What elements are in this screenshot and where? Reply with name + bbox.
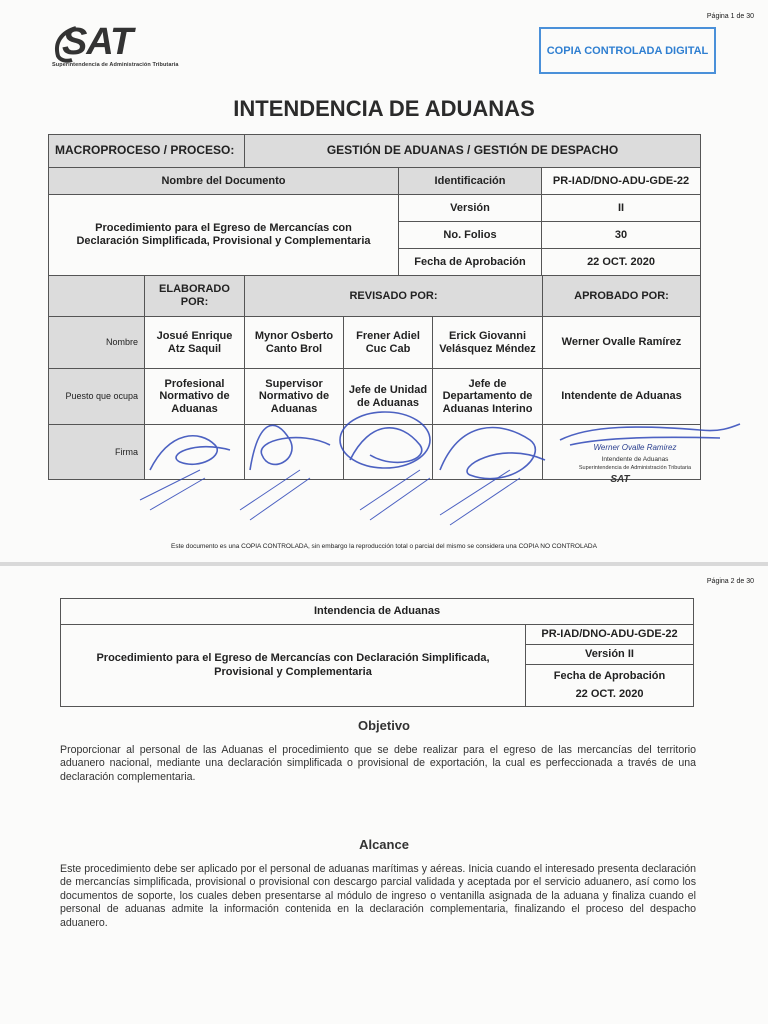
identificacion-label: Identificación <box>398 167 542 195</box>
nombre-documento-label: Nombre del Documento <box>48 167 399 195</box>
folios-value: 30 <box>541 221 701 249</box>
firma-cell-3 <box>343 424 433 480</box>
header-doc-name: Procedimiento para el Egreso de Mercancías con Declaración Simplificada, Provisional y Complementaria <box>60 624 526 707</box>
aprobado-stamp-logo: SAT <box>610 474 630 485</box>
blank-header-cell <box>48 275 145 317</box>
header-doc-id: PR-IAD/DNO-ADU-GDE-22 <box>525 624 694 645</box>
elaborado-por-label: ELABORADO POR: <box>144 275 245 317</box>
header-fecha <box>525 664 694 707</box>
macroproceso-label: MACROPROCESO / PROCESO: <box>48 134 245 168</box>
footer-note: Este documento es una COPIA CONTROLADA, sin embargo la reproducción total o parcial del mismo se considera una COPIA NO CONTROLADA <box>171 543 597 550</box>
firma-cell-4 <box>432 424 543 480</box>
fecha-aprobacion-label: Fecha de Aprobación <box>398 248 542 276</box>
objetivo-text: Proporcionar al personal de las Aduanas el procedimiento que se debe realizar para el egreso de las mercancías del territorio aduanero nacional, mediante una declaración simplificada o provisional de exportación, la cual es perfeccionada a través de una declaración complementaria. <box>60 744 696 783</box>
header-title: Intendencia de Aduanas <box>60 598 694 625</box>
document-page-2 <box>0 566 768 1024</box>
firma-cell-1 <box>144 424 245 480</box>
aprobado-por-label: APROBADO POR: <box>542 275 701 317</box>
person-name-5: Werner Ovalle Ramírez <box>542 316 701 369</box>
person-role-5: Intendente de Aduanas <box>542 368 701 425</box>
logo-subtitle: Superintendencia de Administración Tributaria <box>52 62 179 68</box>
header-fecha-value: 22 OCT. 2020 <box>575 687 644 700</box>
aprobado-stamp-line2: Superintendencia de Administración Tributaria <box>578 465 692 471</box>
person-role-1: Profesional Normativo de Aduanas <box>144 368 245 425</box>
person-name-2: Mynor Osberto Canto Brol <box>244 316 344 369</box>
macroproceso-value: GESTIÓN DE ADUANAS / GESTIÓN DE DESPACHO <box>244 134 701 168</box>
person-name-4: Erick Giovanni Velásquez Méndez <box>432 316 543 369</box>
nombre-documento-value: Procedimiento para el Egreso de Mercancías con Declaración Simplificada, Provisional y Complementaria <box>48 194 399 276</box>
version-value: II <box>541 194 701 222</box>
row-label-puesto: Puesto que ocupa <box>48 368 145 425</box>
folios-label: No. Folios <box>398 221 542 249</box>
row-label-nombre: Nombre <box>48 316 145 369</box>
person-role-2: Supervisor Normativo de Aduanas <box>244 368 344 425</box>
revisado-por-label: REVISADO POR: <box>244 275 543 317</box>
person-name-1: Josué Enrique Atz Saquil <box>144 316 245 369</box>
logo-word: SAT <box>62 21 133 63</box>
page-number: Página 1 de 30 <box>706 13 754 20</box>
alcance-title: Alcance <box>359 837 409 852</box>
identificacion-value: PR-IAD/DNO-ADU-GDE-22 <box>541 167 701 195</box>
copia-controlada-badge: COPIA CONTROLADA DIGITAL <box>539 27 716 74</box>
fecha-aprobacion-value: 22 OCT. 2020 <box>541 248 701 276</box>
person-role-3: Jefe de Unidad de Aduanas <box>343 368 433 425</box>
firma-cell-2 <box>244 424 344 480</box>
page-number-2: Página 2 de 30 <box>706 578 754 585</box>
person-role-4: Jefe de Departamento de Aduanas Interino <box>432 368 543 425</box>
aprobado-stamp-name: Werner Ovalle Ramirez <box>593 443 677 452</box>
row-label-firma: Firma <box>48 424 145 480</box>
header-version: Versión II <box>525 644 694 665</box>
firma-cell-5 <box>542 424 701 480</box>
sat-logo <box>52 22 202 72</box>
header-fecha-label: Fecha de Aprobación <box>553 670 666 683</box>
alcance-text: Este procedimiento debe ser aplicado por el personal de aduanas marítimas y aéreas. Inicia cuando el interesado presenta declaración de mercancías simplificada, provisional o provisional con descargo parcial validada y aceptada por el servicio aduanero, así como los documentos de soporte, los cuales deben presentarse al módulo de ingreso o ventanilla asignada de la aduana y finaliza cuando el personal de aduanas admite la información contenida en la declaración complementaria, finalizando el proceso del despacho aduanero. <box>60 863 696 929</box>
person-name-3: Frener Adiel Cuc Cab <box>343 316 433 369</box>
aprobado-stamp-line1: Intendente de Aduanas <box>601 456 669 463</box>
page-title: INTENDENCIA DE ADUANAS <box>233 96 535 121</box>
objetivo-title: Objetivo <box>357 718 410 733</box>
version-label: Versión <box>398 194 542 222</box>
